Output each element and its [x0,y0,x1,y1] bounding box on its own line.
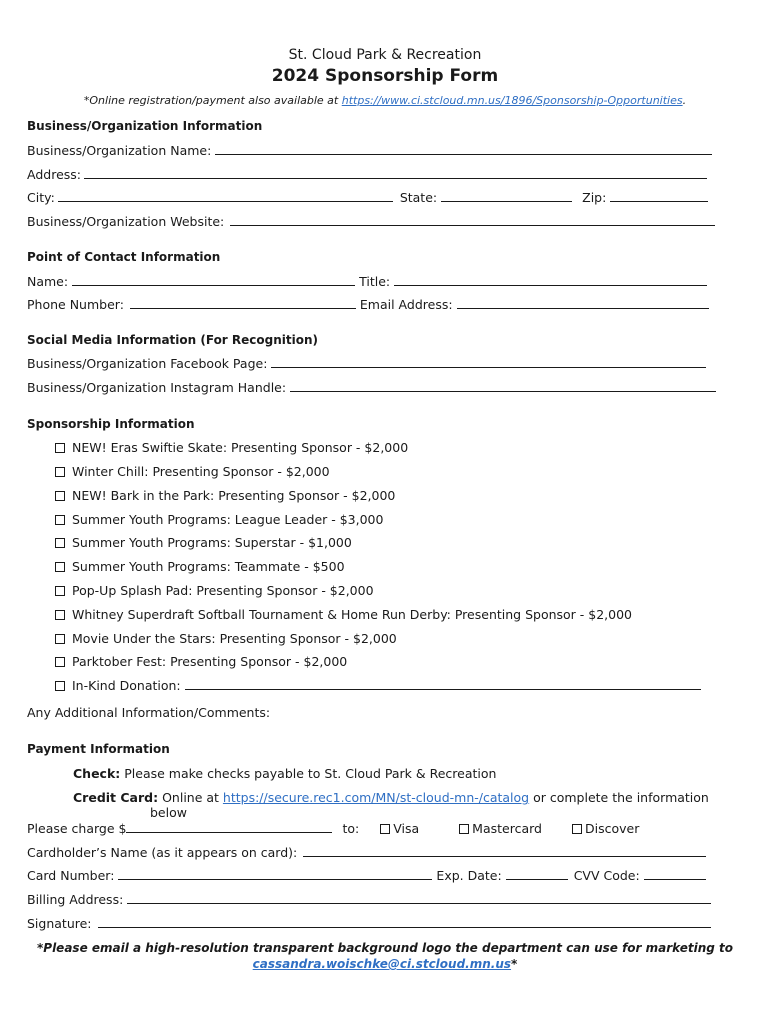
credit-prefix: Online at [162,790,223,805]
sponsorship-link[interactable]: https://www.ci.stcloud.mn.us/1896/Sponsorship-Opportunities [341,94,683,107]
discover-label: Discover [584,821,640,836]
sponsorship-option-label: NEW! Bark in the Park: Presenting Sponsor - $2,000 [72,488,396,503]
inkind-donation-option[interactable] [55,678,701,693]
checkbox[interactable] [55,586,65,596]
sponsorship-section-heading: Sponsorship Information [27,417,195,431]
logo-email-note [0,940,770,972]
sponsorship-option[interactable] [55,535,352,550]
checkbox[interactable] [55,634,65,644]
sponsorship-option-label: Winter Chill: Presenting Sponsor - $2,000 [72,464,330,479]
checkbox[interactable] [55,610,65,620]
check-label: Check: [73,766,121,781]
checkbox[interactable] [55,515,65,525]
website-label: Business/Organization Website: [27,214,225,229]
facebook-line[interactable] [271,356,706,368]
business-name-field[interactable] [27,143,712,158]
signature-label: Signature: [27,916,92,931]
cardholder-field[interactable] [27,845,706,860]
credit-suffix: or complete the information [529,790,709,805]
sponsorship-option-label: Summer Youth Programs: Superstar - $1,000 [72,535,352,550]
organization-name: St. Cloud Park & Recreation [288,47,482,63]
sponsorship-option[interactable] [55,583,374,598]
sponsorship-option[interactable] [55,512,383,527]
contact-phone-email-row [27,297,709,312]
note-suffix: . [682,94,687,107]
sponsorship-option-label: Pop-Up Splash Pad: Presenting Sponsor - $2,000 [72,583,374,598]
exp-date-line[interactable] [506,868,568,880]
sponsorship-option[interactable] [55,654,347,669]
checkbox[interactable] [55,467,65,477]
charge-row [27,821,639,836]
credit-below-text: below [150,805,187,820]
instagram-field[interactable] [27,380,716,395]
contact-section-heading: Point of Contact Information [27,250,221,264]
state-label: State: [399,190,438,205]
visa-label: Visa [393,821,420,836]
logo-note-line: *Please email a high-resolution transparent background logo the department can use for marketing to [37,941,733,955]
sponsorship-option-label: Summer Youth Programs: Teammate - $500 [72,559,345,574]
card-number-line[interactable] [118,868,432,880]
sponsorship-option[interactable] [55,440,408,455]
checkbox[interactable] [55,562,65,572]
billing-address-field[interactable] [27,892,711,907]
checkbox[interactable] [55,681,65,691]
checkbox[interactable] [55,538,65,548]
check-text: Please make checks payable to St. Cloud Park & Recreation [124,766,497,781]
business-name-line[interactable] [215,143,712,155]
contact-title-label: Title: [359,274,391,289]
inkind-label: In-Kind Donation: [72,678,181,693]
sponsorship-option[interactable] [55,631,397,646]
city-state-zip-row [27,190,708,205]
check-instructions [73,766,496,781]
business-name-label: Business/Organization Name: [27,143,212,158]
contact-email-link[interactable]: cassandra.woischke@ci.stcloud.mn.us [252,957,512,971]
cvv-line[interactable] [644,868,706,880]
payment-section-heading: Payment Information [27,742,170,756]
to-label: to: [342,821,360,836]
online-registration-note [0,94,770,107]
instagram-line[interactable] [290,380,716,392]
address-label: Address: [27,167,81,182]
note-prefix: *Online registration/payment also available at [83,94,342,107]
address-field[interactable] [27,167,707,182]
mastercard-label: Mastercard [472,821,542,836]
sponsorship-option-label: NEW! Eras Swiftie Skate: Presenting Sponsor - $2,000 [72,440,409,455]
email-label: Email Address: [359,297,453,312]
checkbox[interactable] [55,491,65,501]
card-number-label: Card Number: [27,868,115,883]
checkbox[interactable] [459,824,469,834]
zip-label: Zip: [582,190,607,205]
comments-label: Any Additional Information/Comments: [27,705,271,720]
checkbox[interactable] [572,824,582,834]
mastercard-option[interactable] [459,821,542,836]
footer-suffix: * [511,957,518,971]
discover-option[interactable] [572,821,639,836]
rec1-catalog-link[interactable]: https://secure.rec1.com/MN/st-cloud-mn-/catalog [222,790,530,805]
sponsorship-option[interactable] [55,488,395,503]
zip-line[interactable] [610,190,708,202]
instagram-label: Business/Organization Instagram Handle: [27,380,287,395]
sponsorship-option[interactable] [55,464,330,479]
website-field[interactable] [27,214,715,229]
state-line[interactable] [441,190,572,202]
card-number-row [27,868,706,883]
checkbox[interactable] [55,657,65,667]
credit-card-label: Credit Card: [73,790,159,805]
cardholder-line[interactable] [303,845,706,857]
sponsorship-option-label: Movie Under the Stars: Presenting Sponsor - $2,000 [72,631,397,646]
contact-title-line[interactable] [394,274,707,286]
checkbox[interactable] [380,824,390,834]
sponsorship-option-label: Parktober Fest: Presenting Sponsor - $2,000 [72,654,348,669]
city-line[interactable] [58,190,393,202]
email-line[interactable] [457,297,709,309]
contact-name-label: Name: [27,274,69,289]
city-label: City: [27,190,55,205]
phone-label: Phone Number: [27,297,124,312]
phone-line[interactable] [130,297,356,309]
signature-line[interactable] [98,916,711,928]
cvv-label: CVV Code: [573,868,640,883]
website-line[interactable] [230,214,715,226]
billing-address-line[interactable] [127,892,711,904]
social-section-heading: Social Media Information (For Recognition) [27,333,319,347]
billing-address-label: Billing Address: [27,892,124,907]
cardholder-label: Cardholder’s Name (as it appears on card): [27,845,298,860]
checkbox[interactable] [55,443,65,453]
sponsorship-option[interactable] [55,559,345,574]
form-title: 2024 Sponsorship Form [271,66,499,86]
exp-date-label: Exp. Date: [436,868,502,883]
sponsorship-option[interactable] [55,607,632,622]
sponsorship-option-label: Summer Youth Programs: League Leader - $3,000 [72,512,384,527]
charge-label: Please charge $ [27,821,127,836]
credit-card-instructions [73,790,709,805]
business-section-heading: Business/Organization Information [27,119,263,133]
contact-name-title-row [27,274,707,289]
contact-name-line[interactable] [72,274,355,286]
facebook-field[interactable] [27,356,706,371]
visa-option[interactable] [380,821,419,836]
signature-field[interactable] [27,916,711,931]
inkind-line[interactable] [185,678,701,690]
sponsorship-option-label: Whitney Superdraft Softball Tournament & Home Run Derby: Presenting Sponsor - $2,000 [72,607,633,622]
charge-amount-line[interactable] [126,821,332,833]
address-line[interactable] [84,167,707,179]
facebook-label: Business/Organization Facebook Page: [27,356,268,371]
